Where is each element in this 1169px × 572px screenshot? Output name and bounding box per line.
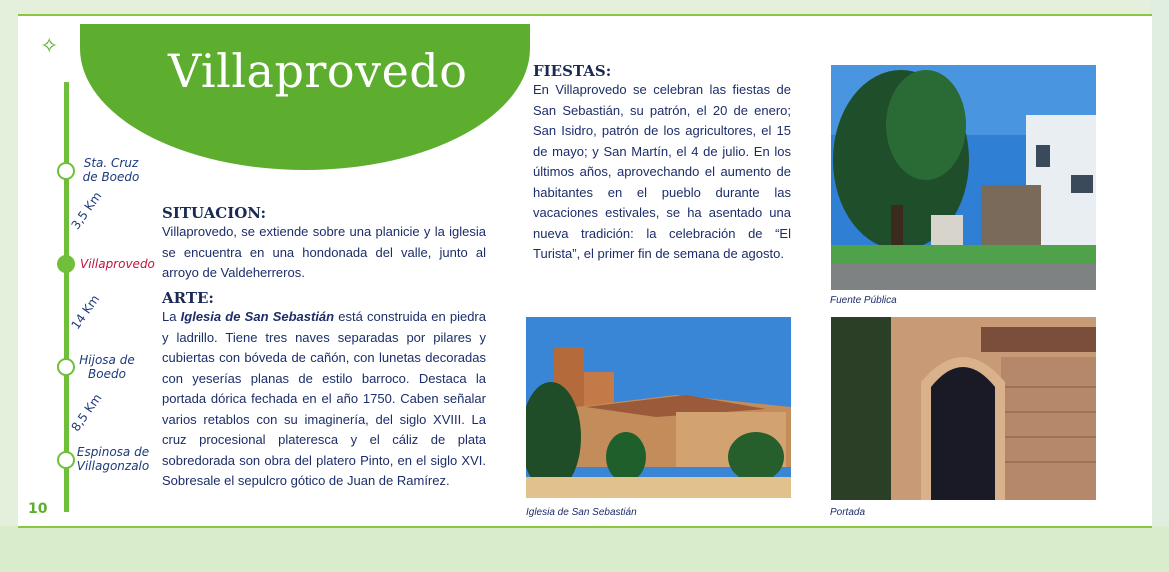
page-title: Villaprovedo — [168, 44, 468, 98]
photo-caption: Fuente Pública — [830, 295, 897, 306]
section-heading: ARTE: — [162, 289, 214, 307]
photo-fuente — [831, 65, 1096, 290]
route-distance: 8,5 Km — [68, 391, 105, 434]
section-heading: SITUACION: — [162, 204, 267, 222]
route-node — [57, 451, 75, 469]
route-node — [57, 358, 75, 376]
route-distance: 14 Km — [68, 292, 103, 332]
fiestas-text: En Villaprovedo se celebran las fiestas de San Sebastián, su patrón, el 20 de enero; San Isidro, patrón de los agricultores, el 15 de mayo; y San Martín, el 4 de julio. En los últimos años, aprovechando el aumento de habitantes en el pueblo durante las vacaciones estivales, se ha asentado una nueva tradición: la celebración de “El Turista”, el primer fin de semana de agosto. — [533, 82, 791, 261]
arte-text: La Iglesia de San Sebastián está construida en piedra y ladrillo. Tiene tres naves separadas por pilares y cubiertas con bóveda de cañón, con lunetas decoradas con yeserías planas de estilo barroco. Destaca la portada dórica fechada en el año 1750. Caben señalar varios retablos con su imaginería, del siglo XVIII. La cruz procesional plateresca y el cáliz de plata sobredorada son obra del platero Pinto, en el siglo XVI. Sobresale el sepulcro gótico de Juan de Ramírez. — [162, 309, 486, 488]
right-edge — [1150, 0, 1169, 572]
route-node — [57, 162, 75, 180]
route-stop-label: Sta. Cruz de Boedo — [82, 156, 140, 184]
route-stop-label: Hijosa de Boedo — [79, 353, 135, 381]
route-distance: 3,5 Km — [68, 189, 105, 232]
route-stop-current: Villaprovedo — [80, 257, 155, 271]
photo-iglesia — [526, 317, 791, 498]
section-heading: FIESTAS: — [533, 62, 612, 80]
butterfly-icon: ✧ — [40, 34, 59, 59]
route-stop-label: Espinosa de Villagonzalo — [76, 445, 150, 473]
route-node-current — [57, 255, 75, 273]
photo-portada — [831, 317, 1096, 500]
situacion-text: Villaprovedo, se extiende sobre una planicie y la iglesia se encuentra en una hondonada del valle, junto al arroyo de Valdeherreros. — [162, 224, 486, 280]
bottom-strip — [0, 526, 1169, 572]
page-number: 10 — [28, 501, 48, 517]
photo-caption: Iglesia de San Sebastián — [526, 507, 637, 518]
photo-caption: Portada — [830, 507, 866, 518]
route-line — [64, 82, 69, 512]
